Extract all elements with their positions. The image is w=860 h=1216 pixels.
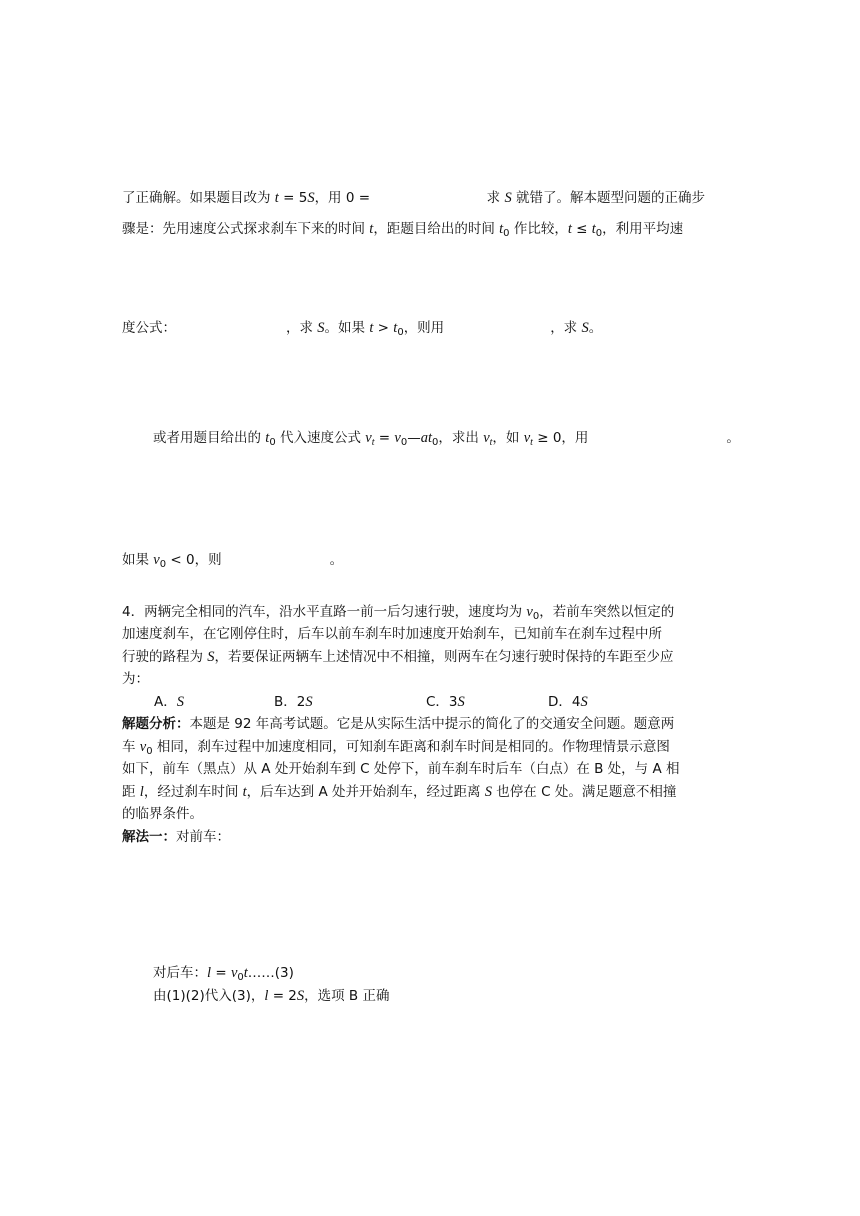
option-a: A．S: [154, 694, 184, 710]
analysis-line: 如下，前车（黑点）从 A 处开始刹车到 C 处停下，前车刹车时后车（白点）在 B 处，与 A 相: [122, 761, 680, 777]
text-line: 了正确解。如果题目改为 t = 5S，用 0 = 求 S 就错了。解本题型问题的正确步: [122, 190, 705, 206]
text-line: 如果 $v_0 < 0$，则 。: [122, 552, 344, 570]
option-b: B．2S: [274, 694, 313, 710]
analysis-line: 距 l，经过刹车时间 t，后车达到 A 处并开始刹车，经过距离 S 也停在 C 处。满足题意不相撞: [122, 784, 677, 800]
analysis-line: 车 $v_0$ 相同，刹车过程中加速度相同，可知刹车距离和刹车时间是相同的。作物理情景示意图: [122, 739, 670, 757]
answer-options: [122, 692, 740, 712]
analysis-label: 解题分析：: [122, 716, 190, 732]
analysis-line: 的临界条件。: [122, 806, 203, 822]
text-line: 度公式： ，求 S。如果 $t > t_0$，则用 ，求 S。: [122, 320, 603, 338]
option-c: C．3S: [426, 694, 465, 710]
analysis-line: 解题分析：本题是 92 年高考试题。它是从实际生活中提示的简化了的交通安全问题。题意两: [122, 716, 675, 732]
option-d: D．4S: [548, 694, 588, 710]
conclusion-line: 由(1)(2)代入(3)，l = 2S，选项 B 正确: [153, 988, 390, 1004]
text-line: 骤是：先用速度公式探求刹车下来的时间 t，距题目给出的时间 $t_0$ 作比较，$t \le t_0$，利用平均速: [122, 221, 684, 239]
question-line: 加速度刹车，在它刚停住时，后车以前车刹车时加速度开始刹车，已知前车在刹车过程中所: [122, 626, 662, 642]
text-line: 或者用题目给出的 $t_0$ 代入速度公式 $v_t$ = $v_0—at_0$，求出 $v_t$，如 $v_t \ge 0$，用 。: [153, 430, 740, 448]
question-line: 为：: [122, 671, 149, 687]
question-line: 4．两辆完全相同的汽车，沿水平直路一前一后匀速行驶，速度均为 $v_0$，若前车突然以恒定的: [122, 604, 675, 622]
method-label: 解法一：: [122, 829, 176, 845]
rear-car-line: 对后车：$l = v_0t\dots\dots(3)$: [153, 965, 294, 983]
question-line: 行驶的路程为 S，若要保证两辆车上述情况中不相撞，则两车在匀速行驶时保持的车距至少应: [122, 649, 674, 665]
method-line: 解法一：对前车：: [122, 829, 230, 845]
